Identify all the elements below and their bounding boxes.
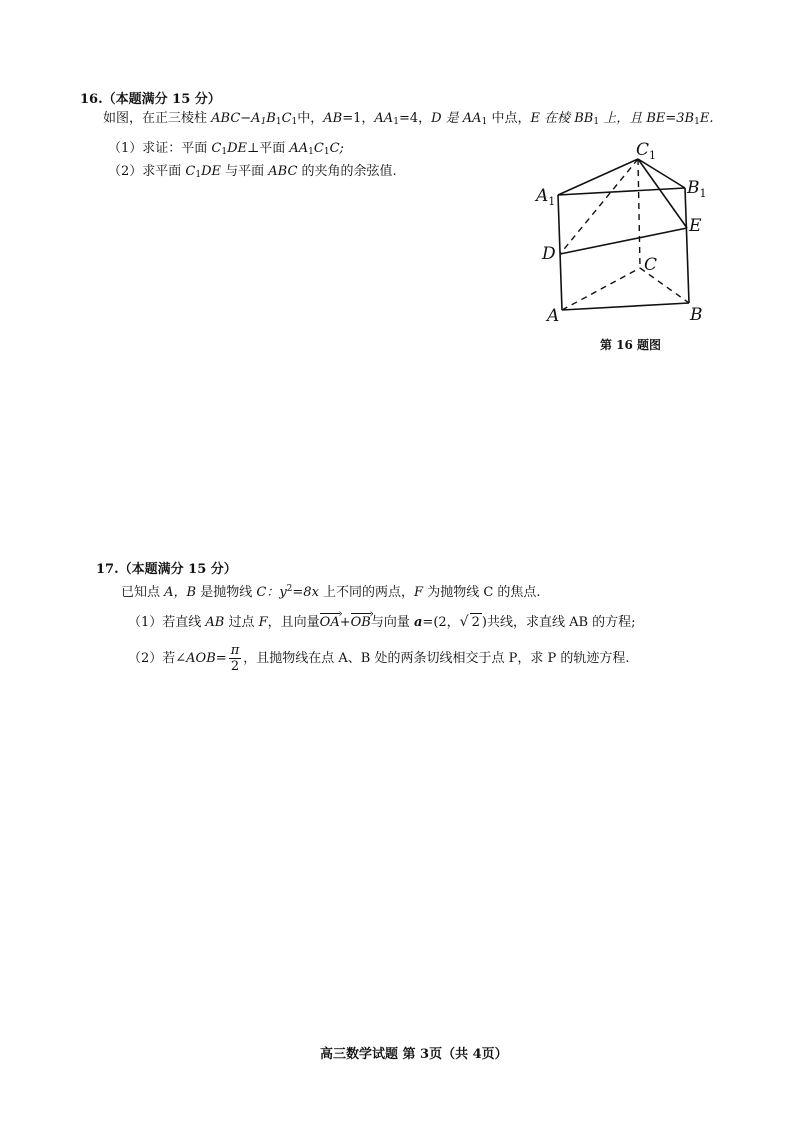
q17-eq2: =8x <box>292 585 319 600</box>
segment-c1-e <box>638 159 687 228</box>
label-d: D <box>542 244 556 264</box>
q16-p1-pre: （1）求证：平面 <box>108 141 212 156</box>
q17-eq: ：y <box>266 585 287 600</box>
fraction-numerator: π <box>230 643 240 658</box>
edge-b-b1 <box>685 188 689 303</box>
fraction-denominator: 2 <box>230 659 240 674</box>
q17-stem-b: 是抛物线 <box>196 585 257 600</box>
q16-aa: AA <box>374 111 394 126</box>
sub: 1 <box>593 117 600 127</box>
sub: 1 <box>481 117 488 127</box>
q16-p2-pre: （2）求平面 <box>108 164 186 179</box>
q16-p1-aa: AA <box>289 141 309 156</box>
q16-ab: AB <box>323 111 343 126</box>
q17-header: 17.（本题满分 15 分） <box>96 562 237 577</box>
vector-oa: OA › <box>320 614 340 632</box>
edge-a1-b1 <box>558 188 685 195</box>
q16-d-text: D 是 AA <box>431 111 482 126</box>
figure-caption: 第 16 题图 <box>600 338 662 352</box>
q17-p1-pre: （1）若直线 <box>128 615 206 630</box>
q16-prism-name: ABC−A <box>211 111 261 126</box>
label-e: E <box>689 216 702 236</box>
q16-e-on: 上，且 BE=3B <box>599 111 695 126</box>
q17-p1-vec: ，且向量 <box>267 615 320 630</box>
sub: 1 <box>694 117 700 127</box>
q16-part2 <box>108 163 397 184</box>
q16-p2-end: 的夹角的余弦值. <box>297 164 397 179</box>
sub: 1 <box>260 117 267 127</box>
prism-diagram <box>530 135 720 330</box>
q17-stem-end: 为抛物线 C 的焦点. <box>423 585 541 600</box>
q17-points: A，B <box>164 585 197 600</box>
edge-a-b <box>562 303 689 310</box>
prism-figure <box>530 135 720 330</box>
q17-stem: 已知点 A，B 是抛物线 C：$y^2=8x$ 上不同的两点，F 为抛物线 C 的焦点. <box>121 584 541 600</box>
sqrt-value: 2 <box>471 615 480 630</box>
label-b1: $B_1$ <box>687 178 707 200</box>
q17-p1-end: )共线，求直线 AB 的方程; <box>481 615 636 630</box>
sub: 1 <box>308 147 314 157</box>
q17-part2 <box>128 643 629 675</box>
q16-stem-text: 中， <box>297 111 324 126</box>
sub: 1 <box>291 117 298 127</box>
q17-stem-c2: 上不同的两点， <box>318 585 415 600</box>
q16-p1-c2: C <box>313 141 324 156</box>
q16-p2-mid: 与平面 <box>221 164 269 179</box>
label-c: C <box>644 255 658 275</box>
edge-a-c <box>562 268 640 310</box>
q16-p1-perp: ⊥平面 <box>247 141 290 156</box>
q17-part1: （1）若直线 AB 过点 F，且向量OA ›+OB ›与向量 a=(2，√ 2 )共线，求直线 AB 的方程; <box>128 613 636 632</box>
q16-e-end: E. <box>699 111 714 126</box>
q17-p1-mid: 过点 <box>224 615 259 630</box>
label-a: A <box>547 306 560 326</box>
vector-ob: OB › <box>351 614 371 632</box>
q17-p2-aob: AOB <box>186 651 216 666</box>
q16-d-mid: 中点， <box>487 111 531 126</box>
sub: 1 <box>323 147 330 157</box>
q17-p1-with: 与向量 <box>370 615 414 630</box>
sub: 1 <box>275 117 282 127</box>
sub: 1 <box>221 147 228 157</box>
fraction-pi-over-2 <box>229 643 242 674</box>
q17-curve: C <box>256 585 267 600</box>
edge-a-a1 <box>558 195 562 310</box>
q16-header: 16.（本题满分 15 分） <box>80 92 221 107</box>
q17-focus: F <box>414 585 424 600</box>
sub: 1 <box>393 117 399 127</box>
q17-p1-eq: =(2， <box>422 615 460 630</box>
label-c1: $C_1$ <box>636 140 657 162</box>
label-b: B <box>690 305 703 325</box>
q16-p2-abc: ABC <box>268 164 298 179</box>
q17-p1-f: F <box>258 615 268 630</box>
q17-p2-pre: （2）若∠ <box>128 651 187 666</box>
q16-stem: 如图，在正三棱柱 $ABC-A_1B_1C_1$中，AB=1，$AA_1=4$，D 是 $AA_1$ 中点，E 在棱 $BB_1$ 上，且 $BE=3B_1E$. <box>103 111 714 127</box>
label-a1: $A_1$ <box>536 186 556 208</box>
q17-p2-end: ，且抛物线在点 A、B 处的两条切线相交于点 P，求 P 的轨迹方程. <box>243 651 630 666</box>
edge-c-c1 <box>638 159 640 268</box>
page-footer: 高三数学试题 第 3页（共 4页） <box>320 1047 508 1062</box>
q16-part1 <box>108 140 344 161</box>
q16-p2-de: DE <box>201 164 222 179</box>
q16-e-text: E 在棱 BB <box>530 111 594 126</box>
q16-p2-c: C <box>185 164 196 179</box>
sub: 1 <box>195 170 202 180</box>
q17-p1-ab: AB <box>205 615 225 630</box>
q16-p1-de: DE <box>227 141 248 156</box>
q16-ab-val: =1， <box>342 111 375 126</box>
q16-p1-end: C; <box>329 141 344 156</box>
q16-p1-c: C <box>211 141 222 156</box>
q16-aa-val: =4， <box>398 111 432 126</box>
q17-p2-eq: = <box>215 651 227 666</box>
vector-a: a <box>413 615 423 630</box>
edge-c1-b1 <box>638 159 685 188</box>
q17-stem-a: 已知点 <box>121 585 165 600</box>
edge-a1-c1 <box>558 159 638 195</box>
q16-stem-text: 如图，在正三棱柱 <box>103 111 212 126</box>
plus-sign: + <box>339 615 351 630</box>
